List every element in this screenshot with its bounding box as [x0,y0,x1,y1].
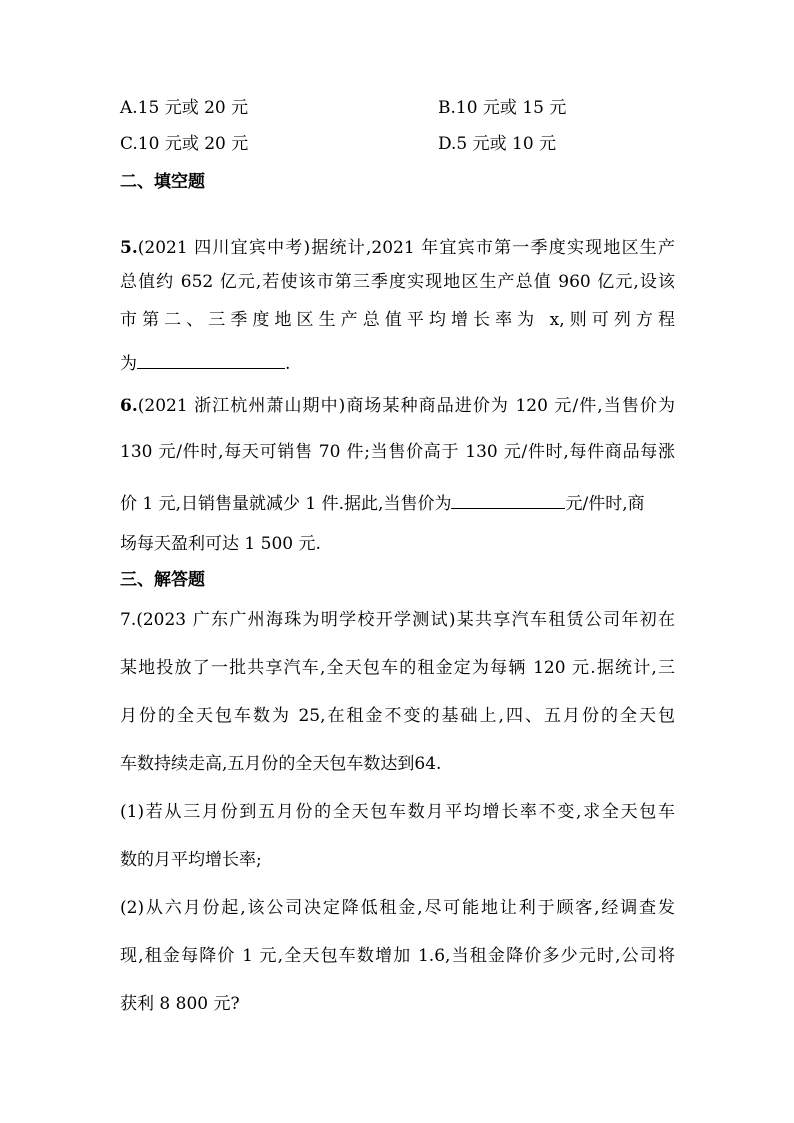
option-c: C.10 元或 20 元 [120,134,249,154]
q6-line-1 [120,396,675,416]
q5-number: 5. [120,238,138,258]
q6-line-2: 130 元/件时,每天可销售 70 件;当售价高于 130 元/件时,每件商品每涨 [120,442,675,462]
option-a: A.15 元或 20 元 [120,98,249,118]
q7-line-4: 车数持续走高,五月份的全天包车数达到64. [120,754,442,774]
option-b: B.10 元或 15 元 [438,98,567,118]
section-heading-fill-in: 二、填空题 [120,172,205,192]
q7-part2-line-2: 现,租金每降价 1 元,全天包车数增加 1.6,当租金降价多少元时,公司将 [120,946,675,966]
q6-number: 6. [120,396,138,416]
q7-line-2: 某地投放了一批共享汽车,全天包车的租金定为每辆 120 元.据统计,三 [120,658,675,678]
options-row-2 [120,134,675,154]
q5-line-1 [120,238,675,258]
q7-line-3: 月份的全天包车数为 25,在租金不变的基础上,四、五月份的全天包 [120,706,675,726]
section-heading-answer: 三、解答题 [120,570,205,590]
q5-line-3: 市第二、三季度地区生产总值平均增长率为 x,则可列方程 [120,310,675,330]
q6-line-3 [120,492,645,514]
q7-part1-line-1: (1)若从三月份到五月份的全天包车数月平均增长率不变,求全天包车 [120,802,675,822]
q5-line-4-suffix: . [285,354,291,374]
options-row-1 [120,98,675,118]
q5-line-1-text: (2021 四川宜宾中考)据统计,2021 年宜宾市第一季度实现地区生产 [137,238,675,258]
q5-line-2: 总值约 652 亿元,若使该市第三季度实现地区生产总值 960 亿元,设该 [120,272,675,292]
q7-part2-line-3: 获利 8 800 元? [120,994,240,1014]
q7-part2-line-1: (2)从六月份起,该公司决定降低租金,尽可能地让利于顾客,经调查发 [120,898,675,918]
q6-line-3-suffix: 元/件时,商 [565,494,645,514]
q5-line-4 [120,352,290,374]
q6-line-3-prefix: 价 1 元,日销售量就减少 1 件.据此,当售价为 [120,494,452,514]
q7-line-1: 7.(2023 广东广州海珠为明学校开学测试)某共享汽车租赁公司年初在 [120,610,675,630]
q5-line-4-prefix: 为 [120,354,137,374]
q5-answer-blank[interactable] [137,352,285,369]
q6-line-4: 场每天盈利可达 1 500 元. [120,534,321,554]
q6-answer-blank[interactable] [451,492,565,509]
option-d: D.5 元或 10 元 [438,134,557,154]
q7-part1-line-2: 数的月平均增长率; [120,850,262,870]
q6-line-1-text: (2021 浙江杭州萧山期中)商场某种商品进价为 120 元/件,当售价为 [137,396,675,416]
